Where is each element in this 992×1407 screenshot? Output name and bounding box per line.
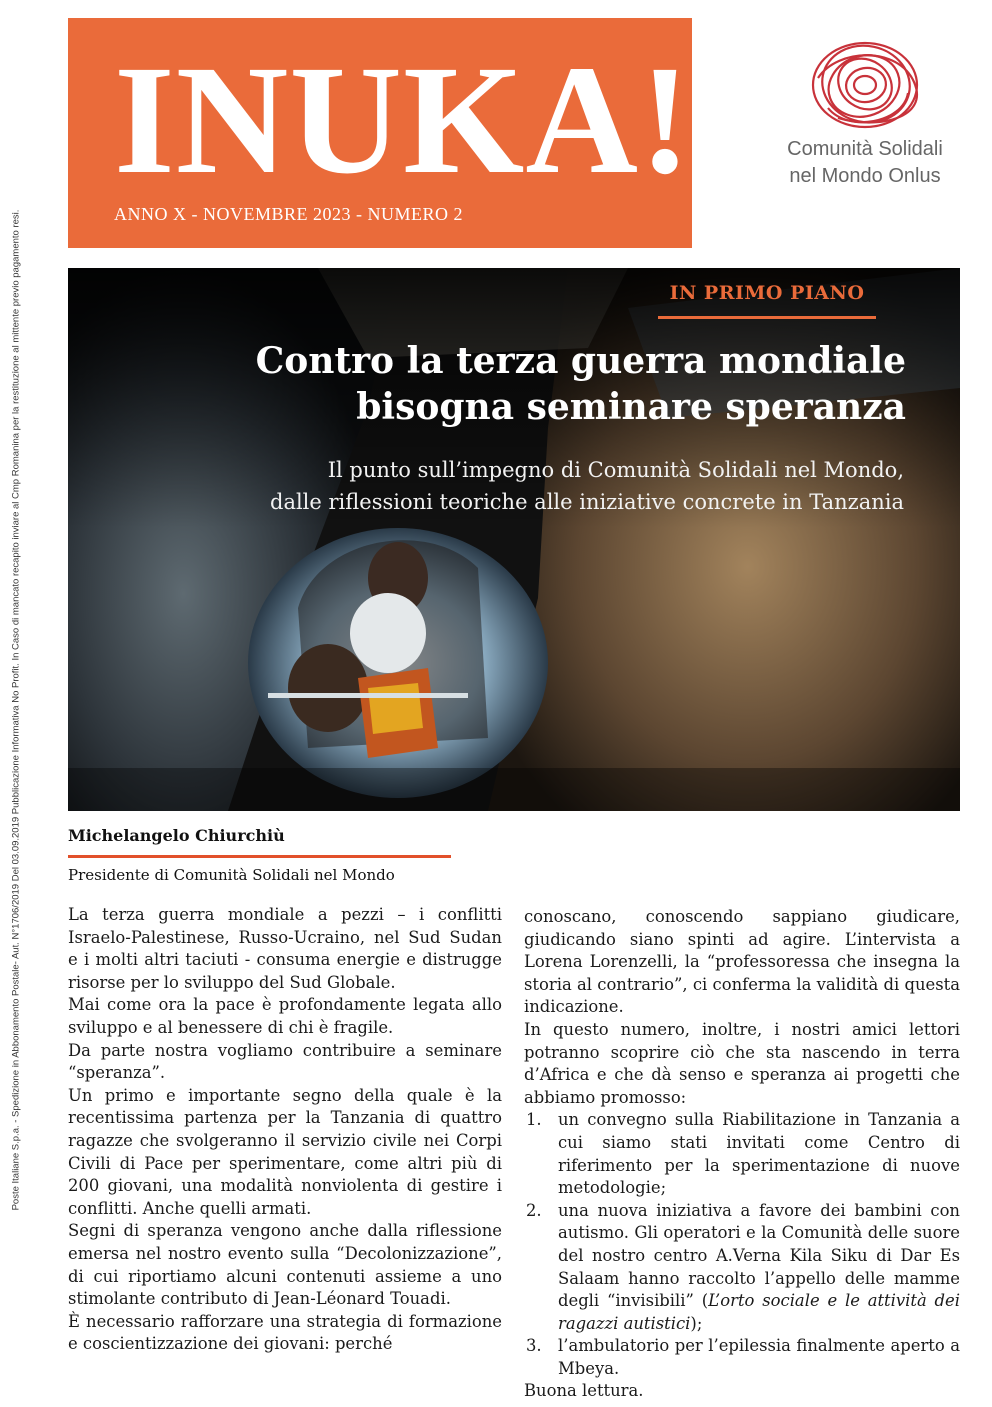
list-number: 2. [526,1200,542,1220]
list-item [524,1335,960,1380]
logo-line-2: nel Mondo Onlus [789,165,941,187]
list-text: una nuova iniziativa a favore dei bambini con autismo. Gli operatori e la Comunità delle suore del nostro centro A.Verna Kila Siku di Dar Es Salaam hanno raccolto l’appello delle mamme degli “invisibili” ( [558,1200,960,1311]
author-name: Michelangelo Chiurchiù [68,826,285,845]
list-text-italic: L’orto sociale e le attività dei ragazzi autistici [558,1291,960,1333]
list-item [524,1200,960,1336]
author-role: Presidente di Comunità Solidali nel Mondo [68,866,395,884]
postal-notice-text: Poste Italiane S.p.a. - Spedizione in Abbonamento Postale- Aut. N°1706/2019 Del 03.09.2019 Pubblicazione Informativa No Profit. In Caso di mancato recapito inviare al Cmp Romanina per la restituzione al mittente previo pagamento resi. [10,209,22,1211]
paragraph: È necessario rafforzare una strategia di formazione e coscientizzazione dei giovani: perché [68,1311,502,1354]
headline-line-2: bisogna seminare speranza [356,386,906,428]
list-item [524,1109,960,1199]
hero-section [68,268,960,811]
organization-logo [770,38,960,198]
paragraph: La terza guerra mondiale a pezzi – i conflitti Israelo-Palestinese, Russo-Ucraino, nel Sud Sudan e i molti altri taciuti - consuma energie e distrugge risorse per lo sviluppo del Sud Globale. [68,905,502,992]
paragraph: Un primo e importante segno della quale è la recentissima partenza per la Tanzania di quattro ragazze che svolgeranno il servizio civile nei Corpi Civili di Pace per sperimentare, come altri più di 200 giovani, una modalità nonviolenta di gestire i conflitti. Anche quelli armati. [68,1085,502,1218]
list-number: 1. [526,1110,542,1130]
article-column-left [68,904,502,1356]
paragraph: conoscano, conoscendo sappiano giudicare, giudicando siano spinti ad agire. L’intervista a Lorena Lorenzelli, la “professoressa che insegna la storia al contrario”, ci conferma la validità di questa indicazione. [524,907,960,1017]
article-column-right [524,906,960,1403]
article-headline [256,338,906,430]
postal-notice [6,20,26,1400]
scribble-circle-icon [808,38,922,132]
section-kicker: IN PRIMO PIANO [669,282,865,304]
paragraph: Mai come ora la pace è profondamente legata allo sviluppo e al benessere di chi è fragile. [68,995,502,1037]
paragraph: Da parte nostra vogliamo contribuire a seminare “speranza”. [68,1040,502,1083]
masthead [68,18,692,248]
masthead-title: INUKA! [114,33,692,206]
list-text: un convegno sulla Riabilitazione in Tanzania a cui siamo stati invitati come Centro di riferimento per la sperimentazione di nuove metodologie; [558,1110,960,1198]
list-text: l’ambulatorio per l’epilessia finalmente aperto a Mbeya. [558,1336,960,1378]
paragraph: Segni di speranza vengono anche dalla riflessione emersa nel nostro evento sulla “Decolonizzazione”, di cui riportiamo alcuni contenuti assieme a uno stimolante contributo di Jean-Léonard Touadi. [68,1221,502,1309]
closing-line: Buona lettura. [524,1381,644,1401]
project-list [524,1109,960,1380]
subhead-line-2: dalle riflessioni teoriche alle iniziative concrete in Tanzania [270,490,904,514]
list-number: 3. [526,1336,542,1356]
list-text-after: ); [690,1313,703,1333]
author-rule [68,855,451,858]
headline-line-1: Contro la terza guerra mondiale [255,340,906,382]
logo-line-1: Comunità Solidali [787,138,943,160]
paragraph: In questo numero, inoltre, i nostri amici lettori potranno scoprire ciò che sta nascendo in terra d’Africa e che dà senso e speranza ai progetti che abbiamo promosso: [524,1019,960,1107]
issue-info: ANNO X - NOVEMBRE 2023 - NUMERO 2 [114,204,463,224]
subhead-line-1: Il punto sull’impegno di Comunità Solidali nel Mondo, [327,458,904,482]
kicker-rule [658,316,876,319]
article-subhead [270,454,904,518]
